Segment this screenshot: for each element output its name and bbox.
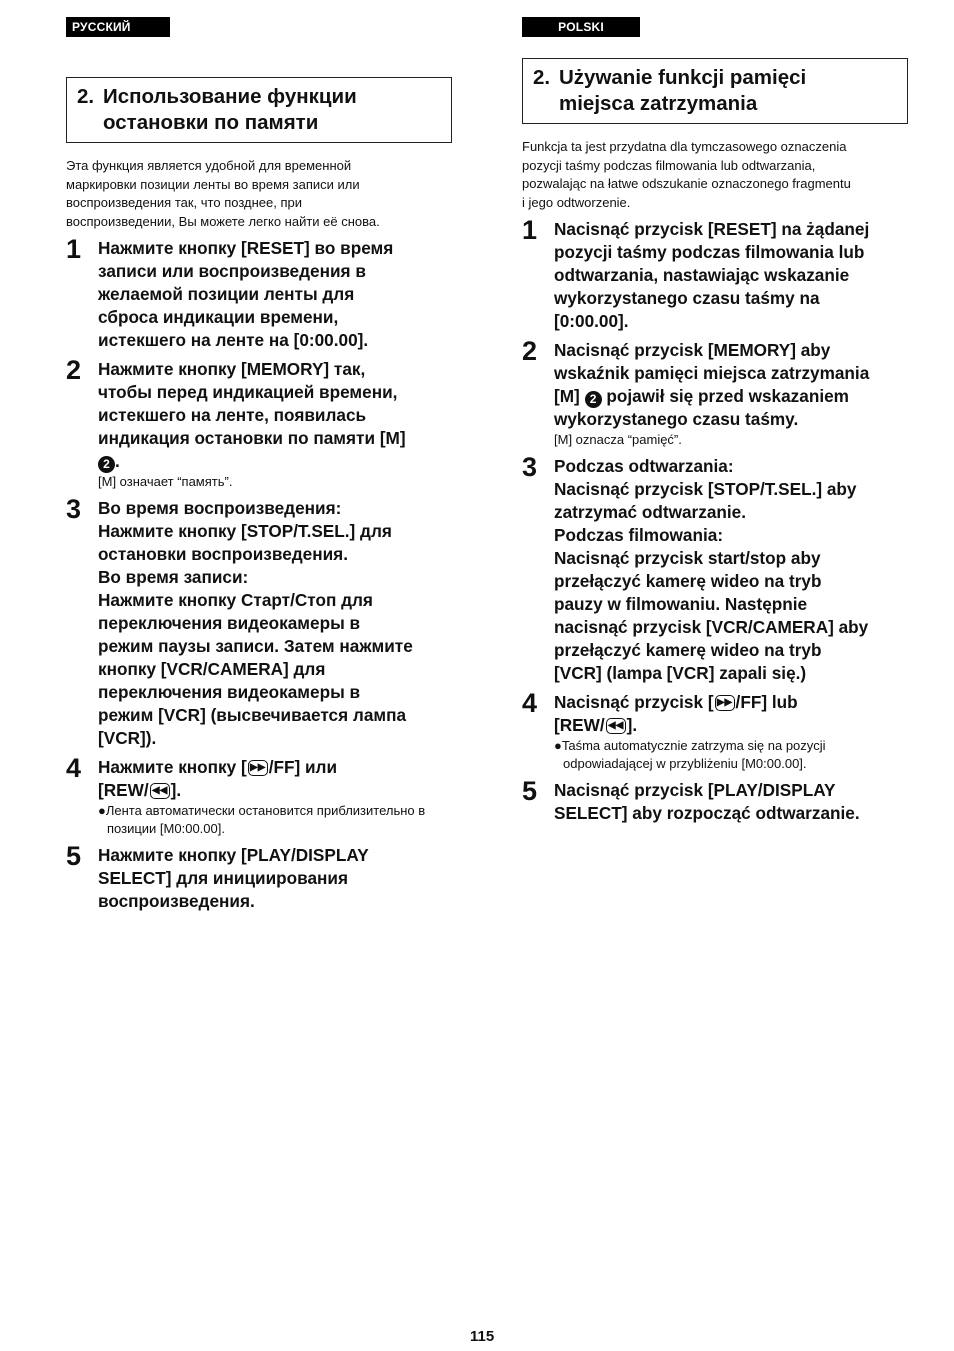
language-tab-polish: POLSKI [522,17,640,37]
intro-line: Эта функция является удобной для временной [66,158,352,173]
polish-column [522,17,912,825]
step-line: Нажмите кнопку Старт/Стоп для [98,590,373,610]
step-line: переключения видеокамеры в [98,613,361,633]
step-number: 1 [66,234,82,264]
title-line-1: Używanie funkcji pamięci [559,66,807,89]
intro-line: маркировки позиции ленты во время записи или [66,176,360,192]
step-line: Нажмите кнопку [ ▶▶ /FF] или [98,757,338,777]
step-note: [M] oznacza “pamięć”. [554,432,682,447]
step-number: 2 [66,355,82,385]
step-line: zatrzymać odtwarzanie. [554,502,746,522]
step-line: режим паузы записи. Затем нажмите [98,636,413,656]
step-line: [M] 2 pojawił się przed wskazaniem [554,386,849,406]
step-line: Nacisnąć przycisk [STOP/T.SEL.] aby [554,479,857,499]
step-note: [M] означает “память”. [98,474,233,489]
steps-list [66,234,454,913]
intro-line: pozycji taśmy podczas filmowania lub odtwarzania, [522,157,816,173]
step-line: сброса индикации времени, [98,307,339,327]
step-number: 1 [522,215,538,245]
step-3 [66,494,454,750]
step-line: Nacisnąć przycisk [RESET] na żądanej [554,219,870,239]
step-4 [66,753,454,838]
step-line: переключения видеокамеры в [98,682,361,702]
step-number: 2 [522,336,538,366]
step-line: Во время воспроизведения: [98,498,342,518]
step-line: остановки воспроизведения. [98,544,348,564]
step-line: воспроизведения. [98,891,255,911]
step-line: Во время записи: [98,567,249,587]
intro-line: Funkcja ta jest przydatna dla tymczasowego oznaczenia [522,139,847,154]
step-3 [522,452,912,685]
step-line: Nacisnąć przycisk [ ▶▶ /FF] lub [554,692,798,712]
step-line: pauzy w filmowaniu. Następnie [554,594,808,614]
circled-number-icon: 2 [98,456,115,473]
step-line: [0:00.00]. [554,311,629,331]
step-line: wykorzystanego czasu taśmy. [554,409,799,429]
step-number: 5 [66,841,82,871]
step-number: 3 [522,452,538,482]
step-line: Нажмите кнопку [PLAY/DISPLAY [98,845,369,865]
step-line: режим [VCR] (высвечивается лампа [98,705,407,725]
step-line: индикация остановки по памяти [M] [98,428,406,448]
intro-line: pozwalając na łatwe odszukanie oznaczonego fragmentu [522,176,851,191]
step-1 [522,215,912,333]
section-number: 2. [77,85,95,108]
step-line: odtwarzania, nastawiając wskazanie [554,265,850,285]
rewind-icon: ◀◀ [150,783,170,799]
step-number: 5 [522,776,538,806]
step-line: 2 . [98,450,454,473]
intro-line: i jego odtworzenie. [522,194,631,210]
step-line: wskaźnik pamięci miejsca zatrzymania [554,363,870,383]
step-line: SELECT] aby rozpocząć odtwarzanie. [554,803,860,823]
section-title-polish [522,58,908,124]
fast-forward-icon: ▶▶ [715,695,735,711]
step-number: 4 [66,753,82,783]
russian-column [66,17,454,913]
title-line-2: miejsca zatrzymania [559,92,758,115]
step-5 [522,776,912,825]
rewind-icon: ◀◀ [606,718,626,734]
step-4 [522,688,912,773]
step-bullet-note: ●Лента автоматически остановится приблизительно в позиции [M0:00.00]. [98,803,426,836]
step-number: 3 [66,494,82,524]
step-line: pozycji taśmy podczas filmowania lub [554,242,865,262]
step-line: Podczas odtwarzania: [554,456,734,476]
title-line-2: остановки по памяти [103,111,319,134]
step-line: nacisnąć przycisk [VCR/CAMERA] aby [554,617,869,637]
step-line: желаемой позиции ленты для [98,284,355,304]
title-line-1: Использование функции [103,85,357,108]
step-line: wykorzystanego czasu taśmy na [554,288,820,308]
step-line: Nacisnąć przycisk [PLAY/DISPLAY [554,780,836,800]
section-title-russian [66,77,452,143]
step-line: записи или воспроизведения в [98,261,366,281]
step-line: [VCR] (lampa [VCR] zapali się.) [554,663,807,683]
section-number: 2. [533,66,551,89]
step-line: Nacisnąć przycisk start/stop aby [554,548,821,568]
intro-paragraph [522,138,912,212]
step-bullet-note: ●Taśma automatycznie zatrzyma się na pozycji odpowiadającej w przybliżeniu [M0:00.00]. [554,738,826,771]
step-line: Нажмите кнопку [MEMORY] так, [98,359,366,379]
step-line: przełączyć kamerę wideo na tryb [554,571,822,591]
step-2 [522,336,912,449]
step-number: 4 [522,688,538,718]
step-5 [66,841,454,913]
step-line: чтобы перед индикацией времени, [98,382,398,402]
page-number: 115 [470,1328,495,1345]
steps-list [522,215,912,825]
step-line: [VCR]). [98,728,157,748]
step-line: SELECT] для инициирования [98,868,349,888]
step-line: przełączyć kamerę wideo na tryb [554,640,822,660]
intro-paragraph [66,157,454,231]
step-line: Nacisnąć przycisk [MEMORY] aby [554,340,831,360]
step-2 [66,355,454,491]
step-line: истекшего на ленте на [0:00.00]. [98,330,369,350]
step-1 [66,234,454,352]
intro-line: воспроизведении, Вы можете легко найти её снова. [66,213,380,229]
intro-line: воспроизведения так, что позднее, при [66,195,302,210]
step-line: кнопку [VCR/CAMERA] для [98,659,326,679]
step-line: Нажмите кнопку [RESET] во время [98,238,394,258]
step-line: Podczas filmowania: [554,525,724,545]
step-line: [REW/ ◀◀ ]. [98,780,182,800]
step-line: Нажмите кнопку [STOP/T.SEL.] для [98,521,392,541]
step-line: истекшего на ленте, появилась [98,405,367,425]
fast-forward-icon: ▶▶ [248,760,268,776]
language-tab-russian: РУССКИЙ ЯЗЫК [66,17,170,37]
step-line: [REW/ ◀◀ ]. [554,715,638,735]
circled-number-icon: 2 [585,391,602,408]
